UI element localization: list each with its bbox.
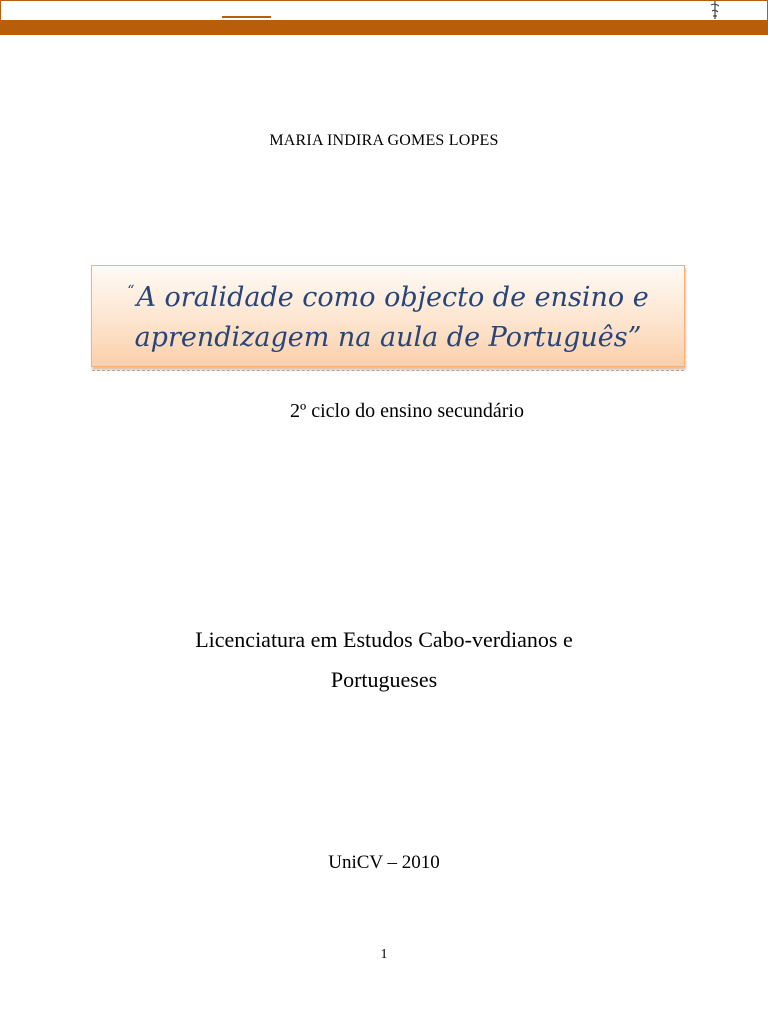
title-line-1-text: A oralidade como objecto de ensino e <box>136 282 649 313</box>
header-bar <box>0 20 768 35</box>
title-open-quote: “ <box>127 283 135 299</box>
institution-year: UniCV – 2010 <box>328 852 440 873</box>
title-line-2: aprendizagem na aula de Português” <box>134 322 642 353</box>
title-box-underline <box>92 368 684 371</box>
page-number: 1 <box>380 947 388 962</box>
degree-program <box>0 620 768 700</box>
title-line-1 <box>92 271 684 318</box>
document-title <box>92 271 684 358</box>
degree-line-1: Licenciatura em Estudos Cabo-verdianos e <box>195 627 573 652</box>
page-header <box>0 0 768 36</box>
header-rule <box>222 16 271 18</box>
header-frame <box>0 0 768 21</box>
author-name: MARIA INDIRA GOMES LOPES <box>269 132 499 149</box>
title-box <box>91 265 685 367</box>
document-ornament-icon <box>705 0 725 20</box>
document-subtitle: 2º ciclo do ensino secundário <box>290 400 524 422</box>
degree-line-2: Portugueses <box>330 667 438 692</box>
